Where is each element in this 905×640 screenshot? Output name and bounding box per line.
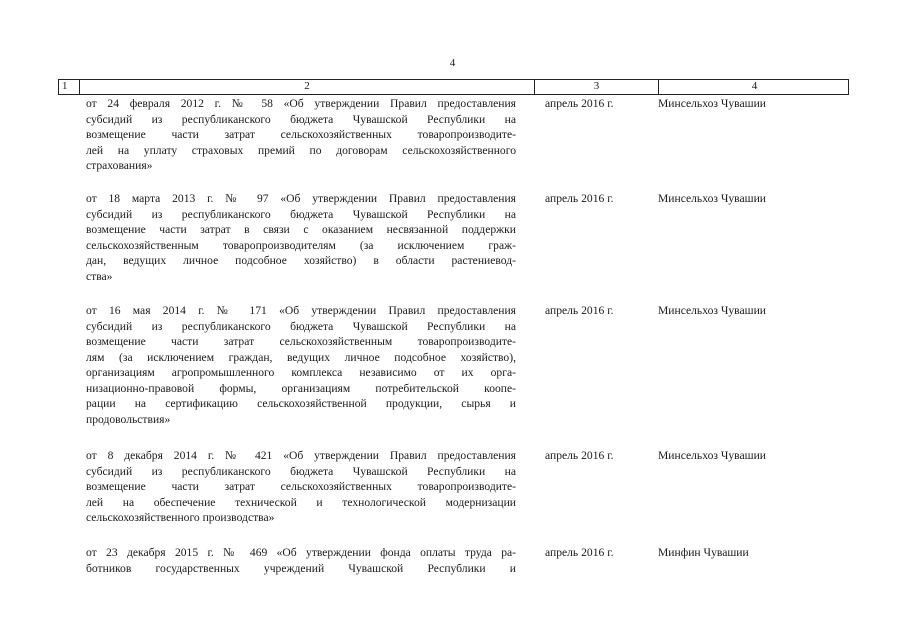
responsible-cell: Минсельхоз Чувашии xyxy=(658,97,766,110)
deadline-cell: апрель 2016 г. xyxy=(545,449,614,462)
text-line: рации на сертификацию сельскохозяйственной продукции, сырья и xyxy=(86,397,516,410)
text-line: дан, ведущих личное подсобное хозяйство) в области растениевод- xyxy=(86,254,516,267)
document-description xyxy=(86,545,516,576)
text-line: сельскохозяйственным товаропроизводителям (за исключением граж- xyxy=(86,238,516,252)
responsible-cell: Минсельхоз Чувашии xyxy=(658,304,766,317)
table-header-row xyxy=(58,79,849,95)
deadline-cell: апрель 2016 г. xyxy=(545,546,614,559)
responsible-cell: Минфин Чувашии xyxy=(658,546,749,559)
column-header-3: 3 xyxy=(534,80,658,94)
text-line: от 23 декабря 2015 г. № 469 «Об утверждении фонда оплаты труда ра- xyxy=(86,546,516,559)
text-line: от 16 мая 2014 г. № 171 «Об утверждении Правил предоставления xyxy=(86,304,516,317)
page-number: 4 xyxy=(449,57,456,69)
text-line: субсидий из республиканского бюджета Чувашской Республики на xyxy=(86,112,516,126)
column-header-1: 1 xyxy=(62,80,68,92)
text-line: организациям агропромышленного комплекса независимо от их орга- xyxy=(86,366,516,379)
deadline-cell: апрель 2016 г. xyxy=(545,97,614,110)
deadline-cell: апрель 2016 г. xyxy=(545,192,614,205)
text-line: лей на уплату страховых премий по договорам сельскохозяйственного xyxy=(86,143,516,157)
text-line: низационно-правовой формы, организациям потребительской коопе- xyxy=(86,381,516,395)
document-description xyxy=(86,448,516,526)
text-line: от 18 марта 2013 г. № 97 «Об утверждении Правил предоставления xyxy=(86,192,516,205)
text-line: возмещение части затрат сельскохозяйственных товаропроизводите- xyxy=(86,480,516,493)
responsible-cell: Минсельхоз Чувашии xyxy=(658,192,766,205)
text-line: субсидий из республиканского бюджета Чувашской Республики на xyxy=(86,464,516,478)
text-line: от 8 декабря 2014 г. № 421 «Об утверждении Правил предоставления xyxy=(86,449,516,462)
text-line: субсидий из республиканского бюджета Чувашской Республики на xyxy=(86,207,516,221)
text-line: от 24 февраля 2012 г. № 58 «Об утверждении Правил предоставления xyxy=(86,97,516,110)
document-description xyxy=(86,96,516,174)
document-table xyxy=(58,79,849,575)
text-line: продовольствия» xyxy=(86,412,171,426)
document-description xyxy=(86,191,516,284)
column-header-2: 2 xyxy=(79,80,534,94)
column-header-4: 4 xyxy=(658,80,850,94)
deadline-cell: апрель 2016 г. xyxy=(545,304,614,317)
text-line: ства» xyxy=(86,269,113,283)
document-description xyxy=(86,303,516,427)
text-line: сельскохозяйственного производства» xyxy=(86,511,275,524)
text-line: субсидий из республиканского бюджета Чувашской Республики на xyxy=(86,319,516,333)
responsible-cell: Минсельхоз Чувашии xyxy=(658,449,766,462)
text-line: возмещение части затрат сельскохозяйственным товаропроизводите- xyxy=(86,335,516,348)
text-line: возмещение части затрат сельскохозяйственных товаропроизводите- xyxy=(86,128,516,141)
text-line: лей на обеспечение технической и технологической модернизации xyxy=(86,495,516,509)
text-line: лям (за исключением граждан, ведущих личное подсобное хозяйство), xyxy=(86,350,516,364)
text-line: возмещение части затрат в связи с оказанием несвязанной поддержки xyxy=(86,223,516,236)
text-line: ботников государственных учреждений Чувашской Республики и xyxy=(86,561,516,575)
text-line: страхования» xyxy=(86,159,153,172)
